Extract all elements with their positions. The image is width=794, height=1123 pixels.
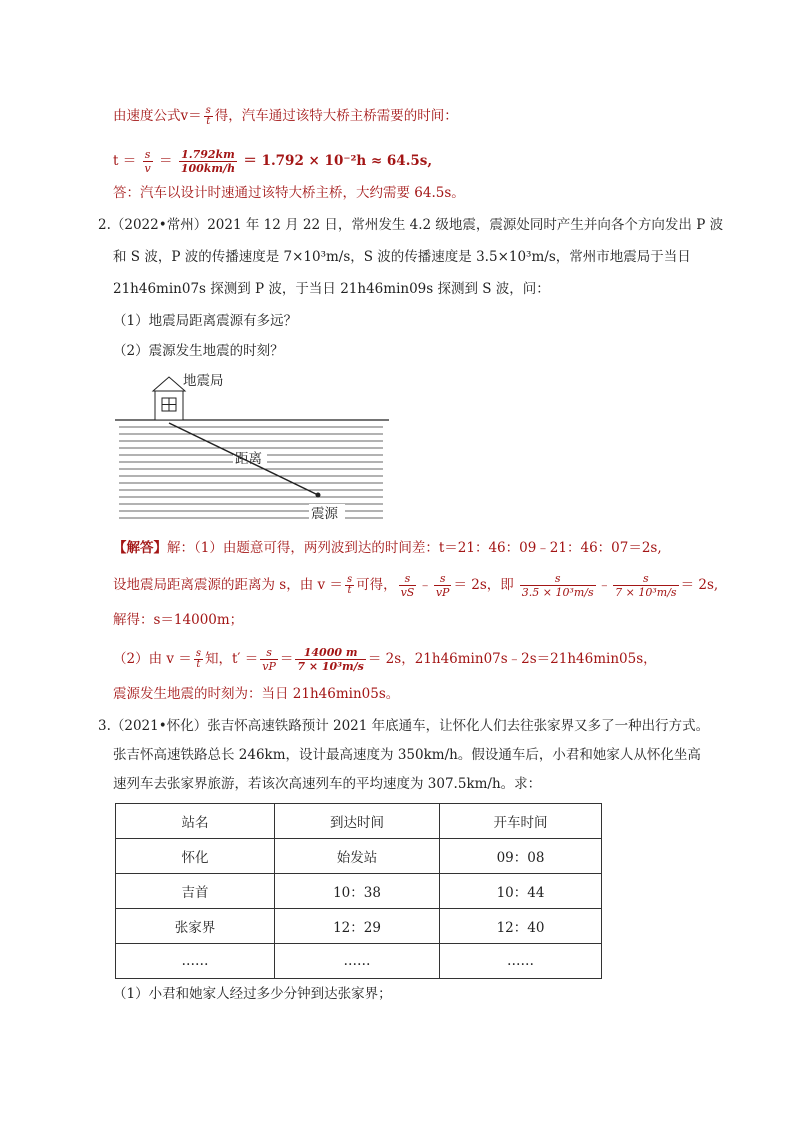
table-cell: 始发站	[275, 839, 440, 874]
header-cell: 开车时间	[440, 804, 602, 839]
table-cell: 10：38	[275, 874, 440, 909]
q2-solution-line1: 【解答】解：（1）由题意可得，两列波到达的时间差：t＝21：46：09﹣21：46：07＝2s,	[113, 540, 662, 556]
q2-sub-question-2: （2）震源发生地震的时刻？	[113, 343, 284, 359]
solution1-calc-line: t ＝ $\frac{s}{v}$ ＝ $\frac{1.792km}{100km/h}$ ＝ 1.792 × 10⁻²h ≈ 64.5s,	[113, 148, 433, 175]
q2-solution-line5: 震源发生地震的时刻为：当日 21h46min05s。	[113, 686, 400, 702]
q2-solution-line2: 设地震局距离震源的距离为 s，由 v ＝ $\frac{s}{t}$ 可得， $\frac{s}{vS}$ ﹣ $\frac{s}{vP}$ ＝ 2s，即 $\frac{s}{\text{3.5 × 10³m/s}}$ ﹣ $\frac{s}{\text{7 × 10³m/s}}$ ＝ 2s,	[113, 572, 719, 599]
q3-text-line3: 速列车去张家界旅游，若该次高速列车的平均速度为 307.5km/h。求：	[113, 776, 542, 792]
table-cell: 09：08	[440, 839, 602, 874]
fraction-s-over-v: $\frac{s}{v}$	[144, 148, 151, 175]
q3-text-line1: 3.（2021•怀化）张吉怀高速铁路预计 2021 年底通车，让怀化人们去往张家界又多了一种出行方式。	[98, 718, 710, 734]
table-cell: ……	[116, 944, 275, 979]
source-point	[316, 493, 321, 498]
solution1-formula-line	[113, 106, 458, 127]
q2-text-line3: 21h46min07s 探测到 P 波，于当日 21h46min09s 探测到 S 波，问：	[113, 281, 550, 297]
fraction-s-over-t: $\frac{s}{t}$	[205, 105, 211, 127]
table-cell: 怀化	[116, 839, 275, 874]
q2-text-line2: 和 S 波，P 波的传播速度是 7×10³m/s，S 波的传播速度是 3.5×10³m/s，常州市地震局于当日	[113, 249, 691, 265]
table-row	[116, 874, 602, 909]
station-label: 地震局	[183, 373, 224, 388]
train-schedule-table	[115, 803, 602, 979]
table-cell: ……	[275, 944, 440, 979]
q3-text-line2: 张吉怀高速铁路总长 246km，设计最高速度为 350km/h。假设通车后，小君和她家人从怀化坐高	[113, 747, 701, 763]
solution1-answer: 答：汽车以设计时速通过该特大桥主桥，大约需要 64.5s。	[113, 185, 465, 201]
table-row	[116, 909, 602, 944]
q2-solution-line3: 解得：s＝14000m；	[113, 612, 244, 628]
q2-solution-line4: （2）由 v ＝ $\frac{s}{t}$ 知，t′ ＝ $\frac{s}{vP}$ ＝ $\frac{14000 m}{\text{7 × 10³m/s}}$ ＝ 2s，21h46min07s﹣2s＝21h46min05s，	[113, 646, 657, 673]
q2-sub-question-1: （1）地震局距离震源有多远？	[113, 313, 298, 329]
table-cell: 吉首	[116, 874, 275, 909]
q3-sub-question-1: （1）小君和她家人经过多少分钟到达张家界；	[113, 986, 392, 1002]
table-cell: ……	[440, 944, 602, 979]
header-cell: 到达时间	[275, 804, 440, 839]
earthquake-diagram	[113, 367, 393, 527]
distance-label: 距离	[235, 451, 262, 466]
table-header-row	[116, 804, 602, 839]
calc-result: ＝ 1.792 × 10⁻²h ≈ 64.5s,	[243, 153, 433, 169]
q2-text-line1: 2.（2022•常州）2021 年 12 月 22 日，常州发生 4.2 级地震，震源处同时产生并向各个方向发出 P 波	[98, 217, 724, 233]
table-cell: 12：40	[440, 909, 602, 944]
header-cell: 站名	[116, 804, 275, 839]
table-row	[116, 944, 602, 979]
formula-prefix: 由速度公式v＝	[113, 108, 202, 124]
formula-suffix: 得，汽车通过该特大桥主桥需要的时间：	[214, 108, 458, 124]
station-house-icon	[153, 377, 185, 420]
table-cell: 12：29	[275, 909, 440, 944]
table-cell: 张家界	[116, 909, 275, 944]
solution-tag: 【解答】	[113, 540, 167, 556]
table-row	[116, 839, 602, 874]
source-label: 震源	[311, 506, 338, 521]
fraction-distance-over-speed: $\frac{1.792km}{100km/h}$	[180, 148, 236, 175]
table-cell: 10：44	[440, 874, 602, 909]
